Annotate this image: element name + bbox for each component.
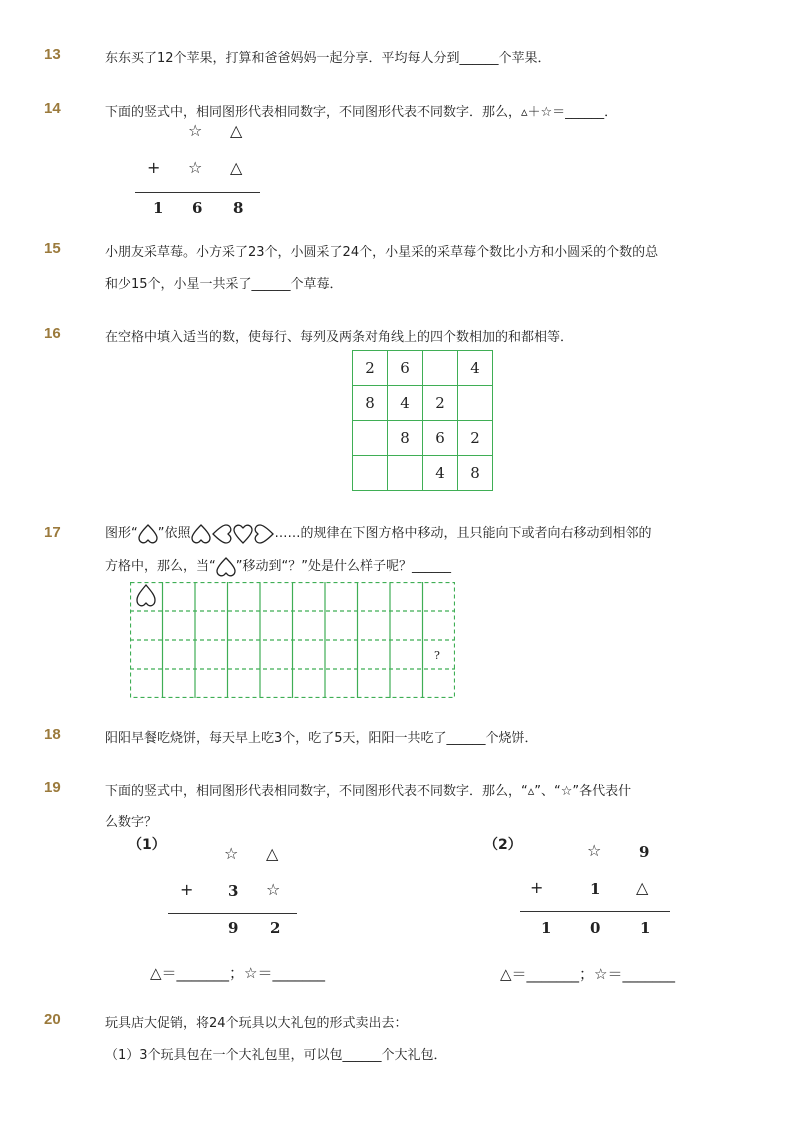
q17-text-b: ”依照 bbox=[157, 526, 191, 541]
q19-p2-row1-b: 9 bbox=[639, 843, 650, 861]
question-15-line-1: 小朋友采草莓。小方采了23个，小圆采了24个，小星采的采草莓个数比小方和小圆采的个数的总 bbox=[105, 245, 659, 260]
question-number-13: 13 bbox=[44, 46, 61, 63]
question-13-text: 东东买了12个苹果，打算和爸爸妈妈一起分享．平均每人分到______个苹果． bbox=[105, 51, 551, 66]
question-number-16: 16 bbox=[44, 325, 61, 342]
q19-p1-plus: + bbox=[180, 880, 194, 899]
q14-row2-a: ☆ bbox=[188, 158, 203, 177]
grid-cell[interactable]: 4 bbox=[388, 386, 423, 421]
q14-row2-b: △ bbox=[230, 158, 243, 177]
magic-square-grid bbox=[352, 350, 493, 491]
q17-text-d: 方格中，那么，当“ bbox=[105, 559, 216, 574]
q19-p2-row1-a: ☆ bbox=[587, 841, 602, 860]
q19-p1-sum-line bbox=[168, 913, 297, 914]
q19-p1-row2-a: 3 bbox=[228, 882, 239, 900]
q19-p1-row2-b: ☆ bbox=[266, 880, 281, 899]
target-mark: ? bbox=[434, 649, 440, 662]
heart-sequence-icon bbox=[191, 523, 275, 545]
q19-p2-result-3: 1 bbox=[640, 919, 651, 937]
q19-p2-result-2: 0 bbox=[590, 919, 601, 937]
question-17-line-1 bbox=[105, 522, 652, 545]
grid-cell[interactable] bbox=[353, 421, 388, 456]
question-number-18: 18 bbox=[44, 726, 61, 743]
grid-cell[interactable]: 4 bbox=[423, 456, 458, 491]
q14-plus: + bbox=[147, 158, 161, 177]
grid-cell[interactable] bbox=[388, 456, 423, 491]
q19-p1-row1-b: △ bbox=[266, 844, 279, 863]
q14-row1-b: △ bbox=[230, 121, 243, 140]
question-14-text: 下面的竖式中，相同图形代表相同数字，不同图形代表不同数字．那么，▵＋☆＝______． bbox=[105, 105, 618, 120]
question-20-line-1: 玩具店大促销，将24个玩具以大礼包的形式卖出去： bbox=[105, 1016, 408, 1031]
question-number-20: 20 bbox=[44, 1011, 61, 1028]
q19-p2-answer: △＝_______；☆＝_______ bbox=[500, 965, 675, 983]
question-18-text: 阳阳早餐吃烧饼，每天早上吃3个，吃了5天，阳阳一共吃了______个烧饼． bbox=[105, 731, 538, 746]
heart-up-icon bbox=[216, 556, 236, 578]
question-number-19: 19 bbox=[44, 779, 61, 796]
heart-start-icon bbox=[137, 585, 155, 606]
q14-sum-line bbox=[135, 192, 260, 193]
question-16-text: 在空格中填入适当的数，使每行、每列及两条对角线上的四个数相加的和都相等． bbox=[105, 330, 574, 345]
q14-result-2: 6 bbox=[192, 199, 203, 217]
question-19-line-1: 下面的竖式中，相同图形代表相同数字，不同图形代表不同数字．那么，“▵”、“☆”各代表什 bbox=[105, 784, 632, 799]
grid-cell[interactable]: 4 bbox=[458, 351, 493, 386]
q19-part1-label: （1） bbox=[128, 837, 166, 853]
grid-cell[interactable] bbox=[423, 351, 458, 386]
grid-cell[interactable]: 6 bbox=[423, 421, 458, 456]
grid-cell[interactable]: 8 bbox=[353, 386, 388, 421]
q17-text-c: ……的规律在下图方格中移动，且只能向下或者向右移动到相邻的 bbox=[274, 526, 652, 541]
q19-p2-plus: + bbox=[530, 878, 544, 897]
q19-p1-result-1: 9 bbox=[228, 919, 239, 937]
q19-p1-row1-a: ☆ bbox=[224, 844, 239, 863]
q19-p2-row2-b: △ bbox=[636, 878, 649, 897]
question-19-line-2: 么数字？ bbox=[105, 815, 158, 830]
q17-text-e: ”移动到“？”处是什么样子呢？______ bbox=[235, 559, 451, 574]
movement-grid bbox=[130, 582, 455, 698]
q19-p2-sum-line bbox=[520, 911, 670, 912]
question-15-line-2: 和少15个，小星一共采了______个草莓． bbox=[105, 277, 343, 292]
q19-part2-label: （2） bbox=[484, 837, 522, 853]
grid-cell[interactable] bbox=[353, 456, 388, 491]
question-number-17: 17 bbox=[44, 524, 61, 541]
question-number-14: 14 bbox=[44, 100, 61, 117]
q19-p2-result-1: 1 bbox=[541, 919, 552, 937]
q17-text-a: 图形“ bbox=[105, 526, 138, 541]
q19-p2-row2-a: 1 bbox=[590, 880, 601, 898]
grid-cell[interactable]: 6 bbox=[388, 351, 423, 386]
heart-up-icon bbox=[138, 523, 158, 545]
q19-p1-answer: △＝_______；☆＝_______ bbox=[150, 964, 325, 982]
q14-row1-a: ☆ bbox=[188, 121, 203, 140]
q14-result-1: 1 bbox=[153, 199, 164, 217]
question-number-15: 15 bbox=[44, 240, 61, 257]
grid-cell[interactable]: 2 bbox=[423, 386, 458, 421]
question-17-line-2 bbox=[105, 555, 451, 578]
grid-cell[interactable]: 2 bbox=[353, 351, 388, 386]
q19-p1-result-2: 2 bbox=[270, 919, 281, 937]
grid-cell[interactable]: 8 bbox=[458, 456, 493, 491]
grid-cell[interactable]: 2 bbox=[458, 421, 493, 456]
question-20-line-2: （1）3个玩具包在一个大礼包里，可以包______个大礼包． bbox=[105, 1048, 447, 1063]
grid-cell[interactable]: 8 bbox=[388, 421, 423, 456]
grid-cell[interactable] bbox=[458, 386, 493, 421]
q14-result-3: 8 bbox=[233, 199, 244, 217]
